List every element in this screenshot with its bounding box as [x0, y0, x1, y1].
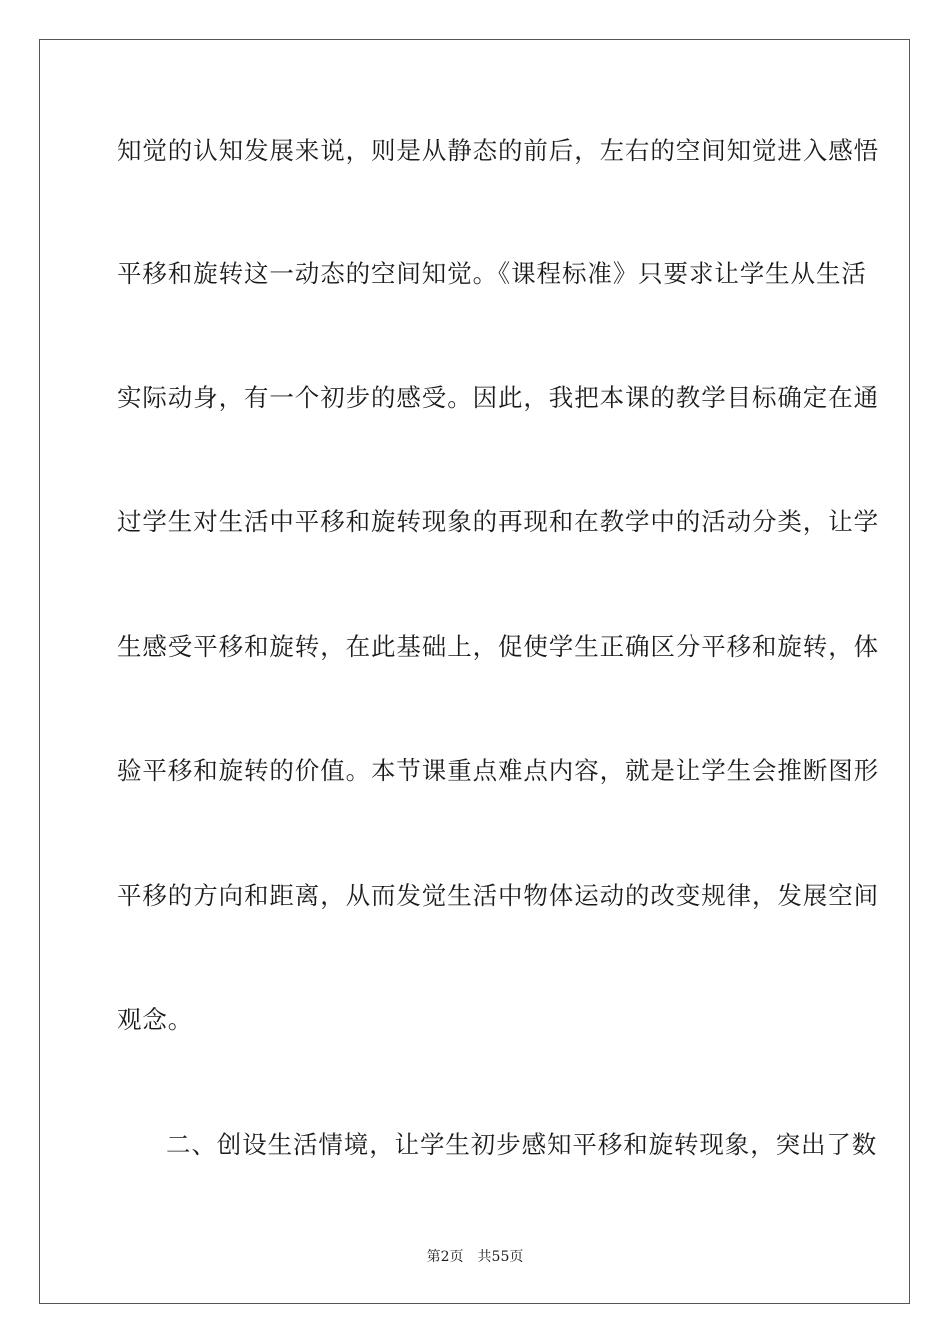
- body-text-line: 观念。: [117, 1005, 194, 1034]
- body-text-line: 实际动身，有一个初步的感受。因此，我把本课的教学目标确定在通: [117, 383, 879, 412]
- body-text-line: 验平移和旋转的价值。本节课重点难点内容，就是让学生会推断图形: [117, 756, 879, 785]
- body-text-line: 平移和旋转这一动态的空间知觉。《课程标准》只要求让学生从生活: [117, 259, 867, 288]
- section-heading-line: 二、创设生活情境，让学生初步感知平移和旋转现象，突出了数: [166, 1130, 878, 1159]
- page-footer: [0, 1248, 950, 1266]
- body-text-line: 过学生对生活中平移和旋转现象的再现和在教学中的活动分类，让学: [117, 507, 879, 536]
- body-text-line: 生感受平移和旋转，在此基础上，促使学生正确区分平移和旋转，体: [117, 632, 879, 661]
- page-number: 第2页: [426, 1249, 464, 1265]
- page-total: 共55页: [477, 1249, 524, 1265]
- body-text-line: 知觉的认知发展来说，则是从静态的前后，左右的空间知觉进入感悟: [117, 136, 879, 165]
- page-border: [39, 39, 910, 1304]
- body-text-line: 平移的方向和距离，从而发觉生活中物体运动的改变规律，发展空间: [117, 881, 879, 910]
